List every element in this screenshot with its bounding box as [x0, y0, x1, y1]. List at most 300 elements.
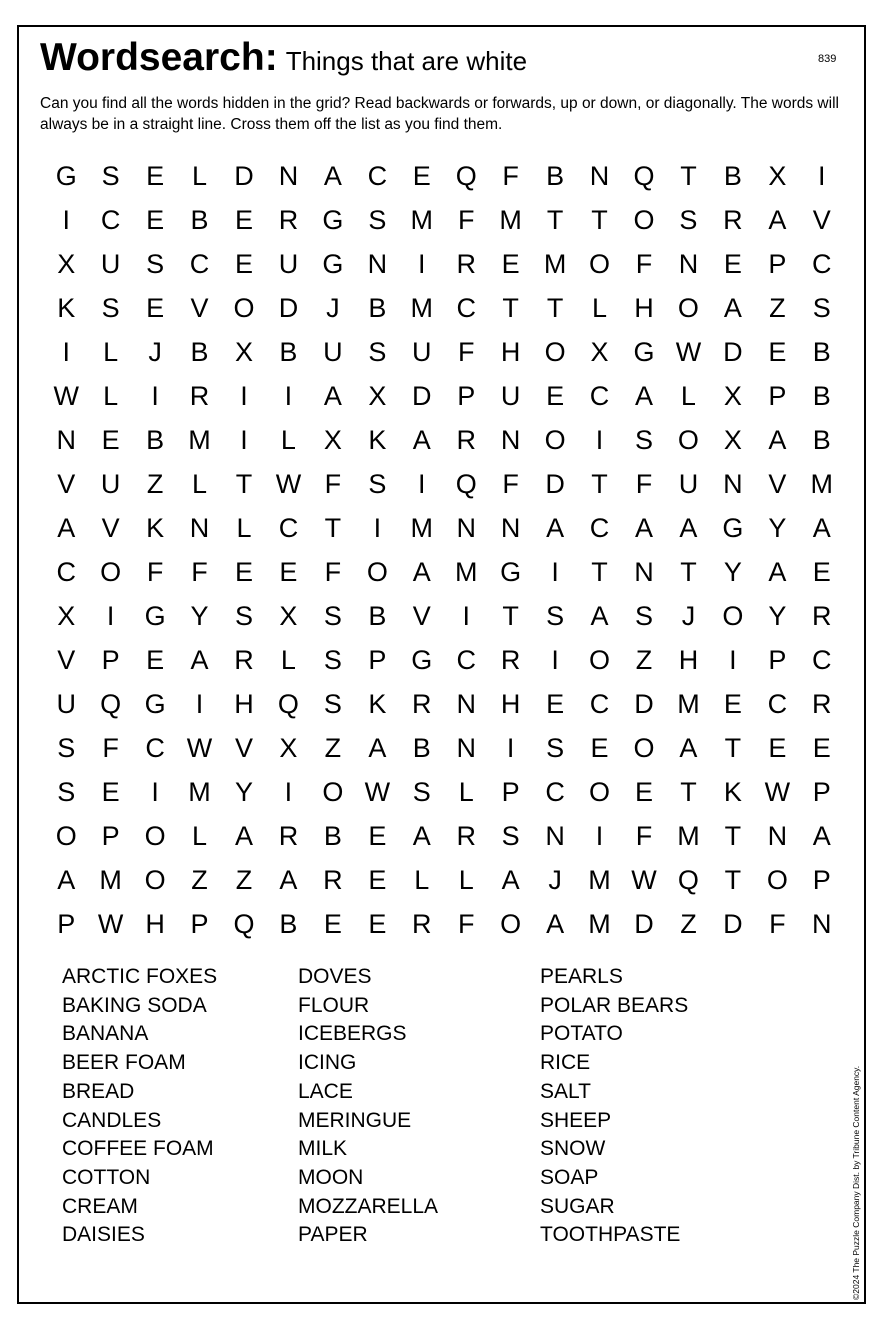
- grid-cell[interactable]: S: [101, 160, 120, 191]
- grid-cell[interactable]: E: [146, 644, 165, 675]
- grid-cell[interactable]: O: [500, 908, 522, 939]
- grid-cell[interactable]: B: [812, 380, 831, 411]
- grid-cell[interactable]: F: [324, 468, 342, 499]
- grid-cell[interactable]: T: [724, 732, 742, 763]
- grid-cell[interactable]: T: [591, 556, 608, 587]
- grid-cell[interactable]: K: [723, 776, 742, 807]
- grid-cell[interactable]: D: [234, 160, 254, 191]
- grid-cell[interactable]: I: [240, 380, 248, 411]
- grid-cell[interactable]: X: [234, 336, 253, 367]
- grid-cell[interactable]: V: [768, 468, 787, 499]
- grid-cell[interactable]: S: [412, 776, 431, 807]
- grid-cell[interactable]: Q: [100, 688, 122, 719]
- grid-cell[interactable]: M: [588, 864, 611, 895]
- word-list-item[interactable]: COTTON: [62, 1165, 151, 1189]
- grid-cell[interactable]: R: [812, 688, 832, 719]
- grid-cell[interactable]: E: [546, 688, 565, 719]
- grid-cell[interactable]: E: [812, 556, 831, 587]
- grid-cell[interactable]: T: [591, 468, 608, 499]
- word-list-item[interactable]: PAPER: [298, 1223, 368, 1247]
- grid-cell[interactable]: L: [103, 336, 119, 367]
- grid-cell[interactable]: O: [633, 204, 655, 235]
- grid-cell[interactable]: R: [500, 644, 521, 675]
- grid-cell[interactable]: B: [190, 336, 209, 367]
- grid-cell[interactable]: H: [500, 336, 521, 367]
- grid-cell[interactable]: O: [722, 600, 744, 631]
- grid-cell[interactable]: B: [146, 424, 165, 455]
- grid-cell[interactable]: U: [500, 380, 521, 411]
- grid-cell[interactable]: B: [723, 160, 742, 191]
- grid-cell[interactable]: X: [768, 160, 787, 191]
- grid-cell[interactable]: B: [412, 732, 431, 763]
- grid-cell[interactable]: K: [146, 512, 165, 543]
- grid-cell[interactable]: N: [545, 820, 565, 851]
- word-list-item[interactable]: SHEEP: [540, 1108, 612, 1132]
- grid-cell[interactable]: I: [195, 688, 204, 719]
- grid-cell[interactable]: P: [57, 908, 76, 939]
- grid-cell[interactable]: E: [234, 556, 253, 587]
- grid-cell[interactable]: N: [456, 688, 476, 719]
- grid-cell[interactable]: G: [322, 204, 344, 235]
- grid-cell[interactable]: B: [812, 336, 831, 367]
- grid-cell[interactable]: W: [97, 908, 124, 939]
- grid-cell[interactable]: A: [190, 644, 209, 675]
- grid-cell[interactable]: I: [373, 512, 382, 543]
- grid-cell[interactable]: E: [101, 424, 120, 455]
- grid-cell[interactable]: E: [546, 380, 565, 411]
- grid-cell[interactable]: U: [100, 248, 121, 279]
- grid-cell[interactable]: T: [235, 468, 253, 499]
- grid-cell[interactable]: O: [589, 248, 611, 279]
- grid-cell[interactable]: A: [768, 204, 787, 235]
- grid-cell[interactable]: X: [368, 380, 387, 411]
- grid-cell[interactable]: E: [768, 732, 787, 763]
- grid-cell[interactable]: Q: [455, 468, 477, 499]
- grid-cell[interactable]: H: [234, 688, 254, 719]
- grid-cell[interactable]: F: [457, 336, 475, 367]
- grid-cell[interactable]: U: [323, 336, 343, 367]
- grid-cell[interactable]: G: [144, 600, 166, 631]
- grid-cell[interactable]: P: [501, 776, 520, 807]
- grid-cell[interactable]: L: [280, 424, 296, 455]
- grid-cell[interactable]: U: [278, 248, 299, 279]
- grid-cell[interactable]: O: [677, 424, 699, 455]
- grid-cell[interactable]: E: [101, 776, 120, 807]
- grid-cell[interactable]: R: [723, 204, 743, 235]
- grid-cell[interactable]: E: [768, 336, 787, 367]
- grid-cell[interactable]: L: [458, 864, 474, 895]
- grid-cell[interactable]: S: [101, 292, 120, 323]
- grid-cell[interactable]: Q: [677, 864, 699, 895]
- grid-cell[interactable]: N: [456, 732, 476, 763]
- grid-cell[interactable]: C: [812, 248, 832, 279]
- grid-cell[interactable]: W: [275, 468, 302, 499]
- grid-cell[interactable]: C: [767, 688, 788, 719]
- grid-cell[interactable]: P: [190, 908, 209, 939]
- word-list-item[interactable]: ICING: [298, 1051, 357, 1075]
- grid-cell[interactable]: O: [100, 556, 122, 587]
- word-list-item[interactable]: MOZZARELLA: [298, 1194, 439, 1218]
- grid-cell[interactable]: I: [418, 248, 426, 279]
- grid-cell[interactable]: W: [764, 776, 791, 807]
- grid-cell[interactable]: I: [284, 380, 293, 411]
- grid-cell[interactable]: V: [234, 732, 253, 763]
- grid-cell[interactable]: R: [189, 380, 210, 411]
- grid-cell[interactable]: E: [634, 776, 653, 807]
- grid-cell[interactable]: J: [681, 600, 696, 631]
- grid-cell[interactable]: C: [189, 248, 210, 279]
- grid-cell[interactable]: R: [412, 908, 432, 939]
- grid-cell[interactable]: F: [635, 248, 653, 279]
- grid-cell[interactable]: N: [367, 248, 388, 279]
- grid-cell[interactable]: P: [768, 248, 787, 279]
- grid-cell[interactable]: A: [323, 380, 342, 411]
- grid-cell[interactable]: M: [454, 556, 478, 587]
- grid-cell[interactable]: X: [723, 424, 742, 455]
- grid-cell[interactable]: A: [412, 556, 431, 587]
- grid-cell[interactable]: P: [768, 380, 787, 411]
- grid-cell[interactable]: D: [634, 908, 654, 939]
- grid-cell[interactable]: E: [368, 908, 387, 939]
- grid-cell[interactable]: V: [57, 644, 76, 675]
- grid-cell[interactable]: M: [188, 424, 211, 455]
- grid-cell[interactable]: X: [279, 732, 298, 763]
- grid-cell[interactable]: A: [634, 380, 653, 411]
- grid-cell[interactable]: P: [457, 380, 476, 411]
- word-list-item[interactable]: BEER FOAM: [62, 1051, 186, 1075]
- grid-cell[interactable]: E: [368, 864, 387, 895]
- grid-cell[interactable]: H: [500, 688, 521, 719]
- grid-cell[interactable]: L: [414, 864, 430, 895]
- grid-cell[interactable]: A: [634, 512, 653, 543]
- grid-cell[interactable]: C: [589, 512, 610, 543]
- grid-cell[interactable]: D: [545, 468, 565, 499]
- grid-cell[interactable]: M: [410, 204, 434, 235]
- grid-cell[interactable]: M: [677, 688, 700, 719]
- grid-cell[interactable]: I: [462, 600, 470, 631]
- grid-cell[interactable]: T: [546, 204, 564, 235]
- grid-cell[interactable]: C: [456, 292, 476, 323]
- grid-cell[interactable]: A: [57, 864, 76, 895]
- grid-cell[interactable]: G: [144, 688, 166, 719]
- grid-cell[interactable]: M: [410, 292, 434, 323]
- grid-cell[interactable]: E: [723, 248, 742, 279]
- grid-cell[interactable]: W: [675, 336, 702, 367]
- grid-cell[interactable]: A: [723, 292, 742, 323]
- grid-cell[interactable]: X: [57, 600, 76, 631]
- grid-cell[interactable]: A: [368, 732, 387, 763]
- grid-cell[interactable]: C: [278, 512, 299, 543]
- grid-cell[interactable]: R: [812, 600, 832, 631]
- grid-cell[interactable]: U: [56, 688, 76, 719]
- grid-cell[interactable]: I: [551, 644, 559, 675]
- grid-cell[interactable]: B: [368, 600, 387, 631]
- grid-cell[interactable]: T: [546, 292, 564, 323]
- word-list-item[interactable]: SNOW: [540, 1137, 606, 1161]
- grid-cell[interactable]: T: [724, 820, 742, 851]
- grid-cell[interactable]: N: [189, 512, 210, 543]
- grid-cell[interactable]: B: [279, 908, 298, 939]
- grid-cell[interactable]: I: [506, 732, 515, 763]
- grid-cell[interactable]: S: [368, 336, 387, 367]
- grid-cell[interactable]: R: [456, 248, 476, 279]
- grid-cell[interactable]: O: [589, 776, 611, 807]
- grid-cell[interactable]: A: [812, 512, 831, 543]
- grid-cell[interactable]: Z: [635, 644, 653, 675]
- grid-cell[interactable]: M: [543, 248, 567, 279]
- grid-cell[interactable]: C: [145, 732, 165, 763]
- grid-cell[interactable]: R: [456, 424, 476, 455]
- grid-cell[interactable]: A: [590, 600, 609, 631]
- grid-cell[interactable]: S: [368, 468, 387, 499]
- grid-cell[interactable]: S: [57, 776, 76, 807]
- grid-cell[interactable]: S: [812, 292, 831, 323]
- word-list-item[interactable]: RICE: [540, 1051, 591, 1075]
- grid-cell[interactable]: O: [233, 292, 255, 323]
- grid-cell[interactable]: A: [57, 512, 76, 543]
- grid-cell[interactable]: A: [501, 864, 520, 895]
- grid-cell[interactable]: E: [412, 160, 431, 191]
- grid-cell[interactable]: J: [548, 864, 562, 895]
- word-list-item[interactable]: CREAM: [62, 1194, 138, 1218]
- grid-cell[interactable]: N: [278, 160, 299, 191]
- grid-cell[interactable]: C: [589, 380, 610, 411]
- grid-cell[interactable]: K: [57, 292, 76, 323]
- grid-cell[interactable]: N: [456, 512, 476, 543]
- grid-cell[interactable]: M: [810, 468, 834, 499]
- grid-cell[interactable]: Z: [235, 864, 253, 895]
- grid-cell[interactable]: F: [769, 908, 786, 939]
- grid-cell[interactable]: N: [634, 556, 654, 587]
- grid-cell[interactable]: B: [190, 204, 209, 235]
- grid-cell[interactable]: S: [57, 732, 76, 763]
- grid-cell[interactable]: O: [144, 820, 166, 851]
- grid-cell[interactable]: A: [768, 556, 787, 587]
- word-list-item[interactable]: POLAR BEARS: [540, 993, 689, 1017]
- grid-cell[interactable]: Y: [723, 556, 742, 587]
- grid-cell[interactable]: I: [151, 380, 159, 411]
- grid-cell[interactable]: S: [546, 600, 565, 631]
- grid-cell[interactable]: R: [323, 864, 343, 895]
- grid-cell[interactable]: O: [766, 864, 788, 895]
- grid-cell[interactable]: O: [677, 292, 699, 323]
- grid-cell[interactable]: E: [234, 248, 253, 279]
- word-list-item[interactable]: BREAD: [62, 1079, 135, 1103]
- grid-cell[interactable]: C: [56, 556, 76, 587]
- grid-cell[interactable]: B: [368, 292, 387, 323]
- grid-cell[interactable]: D: [412, 380, 432, 411]
- grid-cell[interactable]: N: [723, 468, 743, 499]
- grid-cell[interactable]: H: [678, 644, 699, 675]
- grid-cell[interactable]: P: [768, 644, 787, 675]
- grid-cell[interactable]: E: [368, 820, 387, 851]
- grid-cell[interactable]: P: [368, 644, 387, 675]
- word-list-item[interactable]: BAKING SODA: [62, 993, 207, 1017]
- grid-cell[interactable]: N: [812, 908, 832, 939]
- grid-cell[interactable]: M: [410, 512, 434, 543]
- grid-cell[interactable]: Q: [233, 908, 255, 939]
- grid-cell[interactable]: B: [279, 336, 298, 367]
- grid-cell[interactable]: U: [100, 468, 121, 499]
- word-list-item[interactable]: SUGAR: [540, 1194, 615, 1218]
- grid-cell[interactable]: T: [324, 512, 342, 543]
- grid-cell[interactable]: W: [186, 732, 213, 763]
- grid-cell[interactable]: R: [234, 644, 254, 675]
- grid-cell[interactable]: M: [677, 820, 700, 851]
- grid-cell[interactable]: E: [279, 556, 298, 587]
- grid-cell[interactable]: P: [812, 776, 831, 807]
- grid-cell[interactable]: A: [679, 512, 698, 543]
- grid-cell[interactable]: G: [633, 336, 655, 367]
- grid-cell[interactable]: F: [457, 204, 475, 235]
- grid-cell[interactable]: A: [546, 908, 565, 939]
- grid-cell[interactable]: I: [240, 424, 248, 455]
- grid-cell[interactable]: S: [323, 600, 342, 631]
- grid-cell[interactable]: G: [322, 248, 344, 279]
- word-list-item[interactable]: SALT: [540, 1079, 591, 1103]
- grid-cell[interactable]: T: [724, 864, 742, 895]
- grid-cell[interactable]: A: [679, 732, 698, 763]
- grid-cell[interactable]: E: [146, 292, 165, 323]
- grid-cell[interactable]: M: [188, 776, 211, 807]
- grid-cell[interactable]: F: [146, 556, 164, 587]
- grid-cell[interactable]: A: [323, 160, 342, 191]
- word-list-item[interactable]: DAISIES: [62, 1223, 145, 1247]
- word-list-item[interactable]: BANANA: [62, 1022, 149, 1046]
- grid-cell[interactable]: V: [190, 292, 209, 323]
- grid-cell[interactable]: R: [412, 688, 432, 719]
- grid-cell[interactable]: Y: [768, 512, 787, 543]
- grid-cell[interactable]: L: [192, 468, 208, 499]
- grid-cell[interactable]: E: [590, 732, 609, 763]
- grid-cell[interactable]: L: [192, 820, 208, 851]
- grid-cell[interactable]: I: [729, 644, 737, 675]
- grid-cell[interactable]: T: [591, 204, 608, 235]
- word-list-item[interactable]: MOON: [298, 1165, 364, 1189]
- grid-cell[interactable]: V: [812, 204, 831, 235]
- grid-cell[interactable]: D: [278, 292, 299, 323]
- grid-cell[interactable]: I: [595, 424, 604, 455]
- grid-cell[interactable]: O: [544, 424, 566, 455]
- grid-cell[interactable]: E: [501, 248, 520, 279]
- grid-cell[interactable]: F: [102, 732, 119, 763]
- grid-cell[interactable]: X: [590, 336, 609, 367]
- grid-cell[interactable]: P: [812, 864, 831, 895]
- grid-cell[interactable]: N: [678, 248, 699, 279]
- grid-cell[interactable]: G: [500, 556, 522, 587]
- grid-cell[interactable]: I: [62, 336, 70, 367]
- grid-cell[interactable]: K: [368, 424, 387, 455]
- grid-cell[interactable]: Z: [769, 292, 786, 323]
- grid-cell[interactable]: F: [324, 556, 342, 587]
- grid-cell[interactable]: S: [634, 424, 653, 455]
- grid-cell[interactable]: F: [635, 820, 653, 851]
- grid-cell[interactable]: A: [412, 424, 431, 455]
- grid-cell[interactable]: S: [368, 204, 387, 235]
- word-list-item[interactable]: SOAP: [540, 1165, 599, 1189]
- grid-cell[interactable]: N: [589, 160, 610, 191]
- grid-cell[interactable]: I: [151, 776, 159, 807]
- grid-cell[interactable]: N: [500, 424, 521, 455]
- grid-cell[interactable]: D: [723, 336, 743, 367]
- grid-cell[interactable]: H: [145, 908, 165, 939]
- grid-cell[interactable]: A: [812, 820, 831, 851]
- grid-cell[interactable]: V: [101, 512, 120, 543]
- grid-cell[interactable]: E: [812, 732, 831, 763]
- grid-cell[interactable]: U: [678, 468, 699, 499]
- grid-cell[interactable]: G: [722, 512, 744, 543]
- grid-cell[interactable]: B: [546, 160, 565, 191]
- grid-cell[interactable]: F: [191, 556, 208, 587]
- word-list-item[interactable]: TOOTHPASTE: [540, 1223, 681, 1247]
- word-list-item[interactable]: LACE: [298, 1079, 353, 1103]
- grid-cell[interactable]: N: [500, 512, 521, 543]
- grid-cell[interactable]: A: [546, 512, 565, 543]
- grid-cell[interactable]: I: [106, 600, 115, 631]
- grid-cell[interactable]: M: [588, 908, 611, 939]
- grid-cell[interactable]: Q: [277, 688, 299, 719]
- grid-cell[interactable]: R: [278, 820, 299, 851]
- grid-cell[interactable]: A: [768, 424, 787, 455]
- grid-cell[interactable]: A: [412, 820, 431, 851]
- grid-cell[interactable]: I: [418, 468, 426, 499]
- word-list-item[interactable]: ARCTIC FOXES: [62, 965, 218, 988]
- grid-cell[interactable]: Z: [191, 864, 208, 895]
- word-list-item[interactable]: COFFEE FOAM: [62, 1137, 214, 1161]
- grid-cell[interactable]: P: [101, 820, 120, 851]
- grid-cell[interactable]: M: [499, 204, 522, 235]
- grid-cell[interactable]: F: [502, 160, 519, 191]
- word-list-item[interactable]: POTATO: [540, 1022, 623, 1046]
- grid-cell[interactable]: Q: [455, 160, 477, 191]
- grid-cell[interactable]: V: [412, 600, 431, 631]
- grid-cell[interactable]: O: [544, 336, 566, 367]
- grid-cell[interactable]: D: [723, 908, 743, 939]
- word-list-item[interactable]: DOVES: [298, 965, 372, 988]
- grid-cell[interactable]: Y: [234, 776, 253, 807]
- grid-cell[interactable]: L: [680, 380, 696, 411]
- grid-cell[interactable]: S: [234, 600, 253, 631]
- grid-cell[interactable]: E: [146, 160, 165, 191]
- grid-cell[interactable]: P: [101, 644, 120, 675]
- grid-cell[interactable]: L: [103, 380, 119, 411]
- grid-cell[interactable]: O: [633, 732, 655, 763]
- grid-cell[interactable]: M: [99, 864, 122, 895]
- grid-cell[interactable]: S: [146, 248, 165, 279]
- grid-cell[interactable]: F: [457, 908, 475, 939]
- grid-cell[interactable]: I: [551, 556, 559, 587]
- grid-cell[interactable]: A: [234, 820, 253, 851]
- grid-cell[interactable]: I: [284, 776, 293, 807]
- word-list-item[interactable]: MILK: [298, 1137, 348, 1161]
- grid-cell[interactable]: S: [323, 688, 342, 719]
- grid-cell[interactable]: O: [589, 644, 611, 675]
- grid-cell[interactable]: O: [144, 864, 166, 895]
- grid-cell[interactable]: X: [323, 424, 342, 455]
- grid-cell[interactable]: Z: [324, 732, 342, 763]
- grid-cell[interactable]: C: [100, 204, 121, 235]
- grid-cell[interactable]: E: [146, 204, 165, 235]
- grid-cell[interactable]: C: [545, 776, 565, 807]
- grid-cell[interactable]: J: [326, 292, 340, 323]
- grid-cell[interactable]: L: [592, 292, 608, 323]
- grid-cell[interactable]: X: [57, 248, 76, 279]
- grid-cell[interactable]: T: [502, 292, 519, 323]
- grid-cell[interactable]: E: [723, 688, 742, 719]
- grid-cell[interactable]: N: [56, 424, 76, 455]
- grid-cell[interactable]: C: [589, 688, 610, 719]
- grid-cell[interactable]: V: [57, 468, 76, 499]
